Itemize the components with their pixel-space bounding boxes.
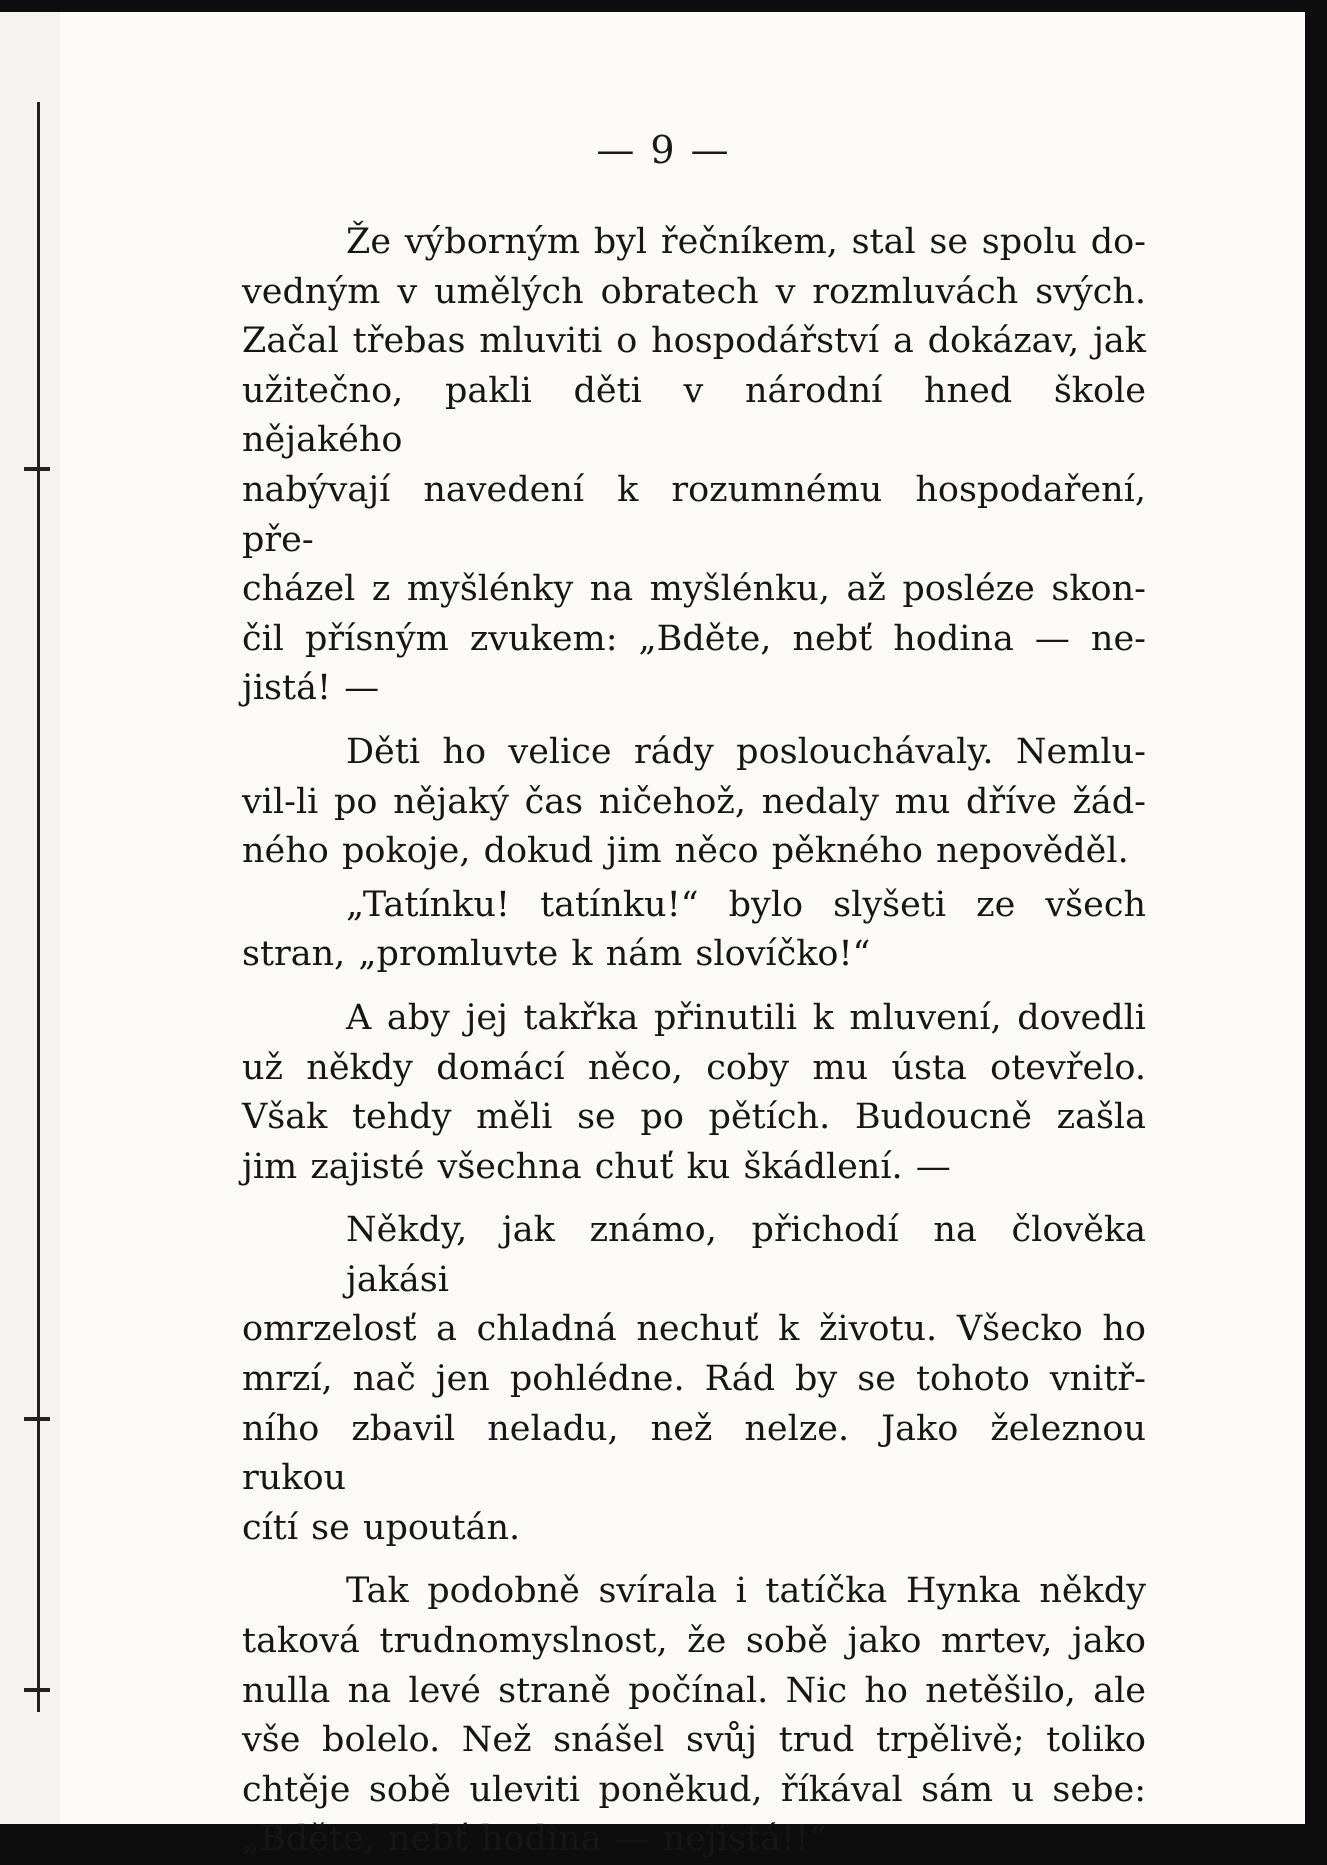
text-line: vedným v umělých obratech v rozmluvách svých. bbox=[242, 271, 1146, 312]
text-line: omrzelosť a chladná nechuť k životu. Všecko ho bbox=[242, 1309, 1146, 1350]
text-line: Začal třebas mluviti o hospodářství a dokázav, jak bbox=[242, 321, 1146, 362]
text-line: Že výborným byl řečníkem, stal se spolu do- bbox=[346, 222, 1146, 262]
text-line: cítí se upoután. bbox=[242, 1507, 521, 1548]
text-line: ného pokoje, dokud jim něco pěkného nepověděl. bbox=[242, 831, 1129, 872]
text-line: ního zbavil neladu, než nelze. Jako železnou rukou bbox=[242, 1408, 1146, 1499]
binding-gutter bbox=[0, 12, 60, 1824]
paragraph bbox=[242, 1206, 1146, 1553]
paragraph bbox=[242, 728, 1146, 877]
binding-mark bbox=[24, 1688, 50, 1692]
text-line: jistá! — bbox=[242, 668, 380, 709]
text-line: vše bolelo. Než snášel svůj trud trpělivě; toliko bbox=[242, 1720, 1146, 1761]
text-line: „Bděte, nebť hodina — nejistá!!“ bbox=[242, 1819, 827, 1860]
text-line: čil přísným zvukem: „Bděte, nebť hodina — ne- bbox=[242, 618, 1146, 659]
text-line: chtěje sobě uleviti poněkud, říkával sám u sebe: bbox=[242, 1769, 1146, 1810]
paragraph bbox=[242, 218, 1146, 714]
binding-rule bbox=[37, 1422, 40, 1712]
text-line: Tak podobně svírala i tatíčka Hynka někdy bbox=[346, 1571, 1146, 1612]
page-number: — 9 — bbox=[596, 128, 731, 172]
text-line: Děti ho velice rády poslouchávaly. Nemlu- bbox=[346, 731, 1146, 772]
text-line: mrzí, nač jen pohlédne. Rád by se tohoto vnitř- bbox=[242, 1359, 1146, 1400]
binding-mark bbox=[24, 1417, 50, 1421]
text-line: Však tehdy měli se po pětích. Budoucně zašla bbox=[242, 1097, 1146, 1138]
binding-mark bbox=[24, 467, 50, 471]
text-line: nulla na levé straně počínal. Nic ho netěšilo, ale bbox=[242, 1670, 1146, 1711]
body-text bbox=[242, 218, 1146, 1865]
text-line: stran, „promluvte k nám slovíčko!“ bbox=[242, 934, 871, 975]
text-line: cházel z myšlénky na myšlénku, až posléze skon- bbox=[242, 569, 1146, 610]
text-line: užitečno, pakli děti v národní hned škole nějakého bbox=[242, 370, 1146, 461]
binding-rule bbox=[37, 482, 40, 1422]
text-line: vil-li po nějaký čas ničehož, nedaly mu dříve žád- bbox=[242, 781, 1146, 822]
text-line: už někdy domácí něco, coby mu ústa otevřelo. bbox=[242, 1047, 1146, 1088]
paragraph bbox=[242, 1567, 1146, 1865]
text-line: taková trudnomyslnost, že sobě jako mrtev, jako bbox=[242, 1621, 1146, 1662]
text-line: jim zajisté všechna chuť ku škádlení. — bbox=[242, 1146, 951, 1187]
paragraph bbox=[242, 881, 1146, 980]
paragraph bbox=[242, 994, 1146, 1192]
text-line: A aby jej takřka přinutili k mluvení, dovedli bbox=[346, 997, 1146, 1038]
text-line: nabývají navedení k rozumnému hospodaření, pře- bbox=[242, 469, 1146, 560]
text-line: Někdy, jak známo, přichodí na člověka jakási bbox=[346, 1210, 1146, 1300]
text-line: „Tatínku! tatínku!“ bylo slyšeti ze všech bbox=[346, 884, 1146, 925]
